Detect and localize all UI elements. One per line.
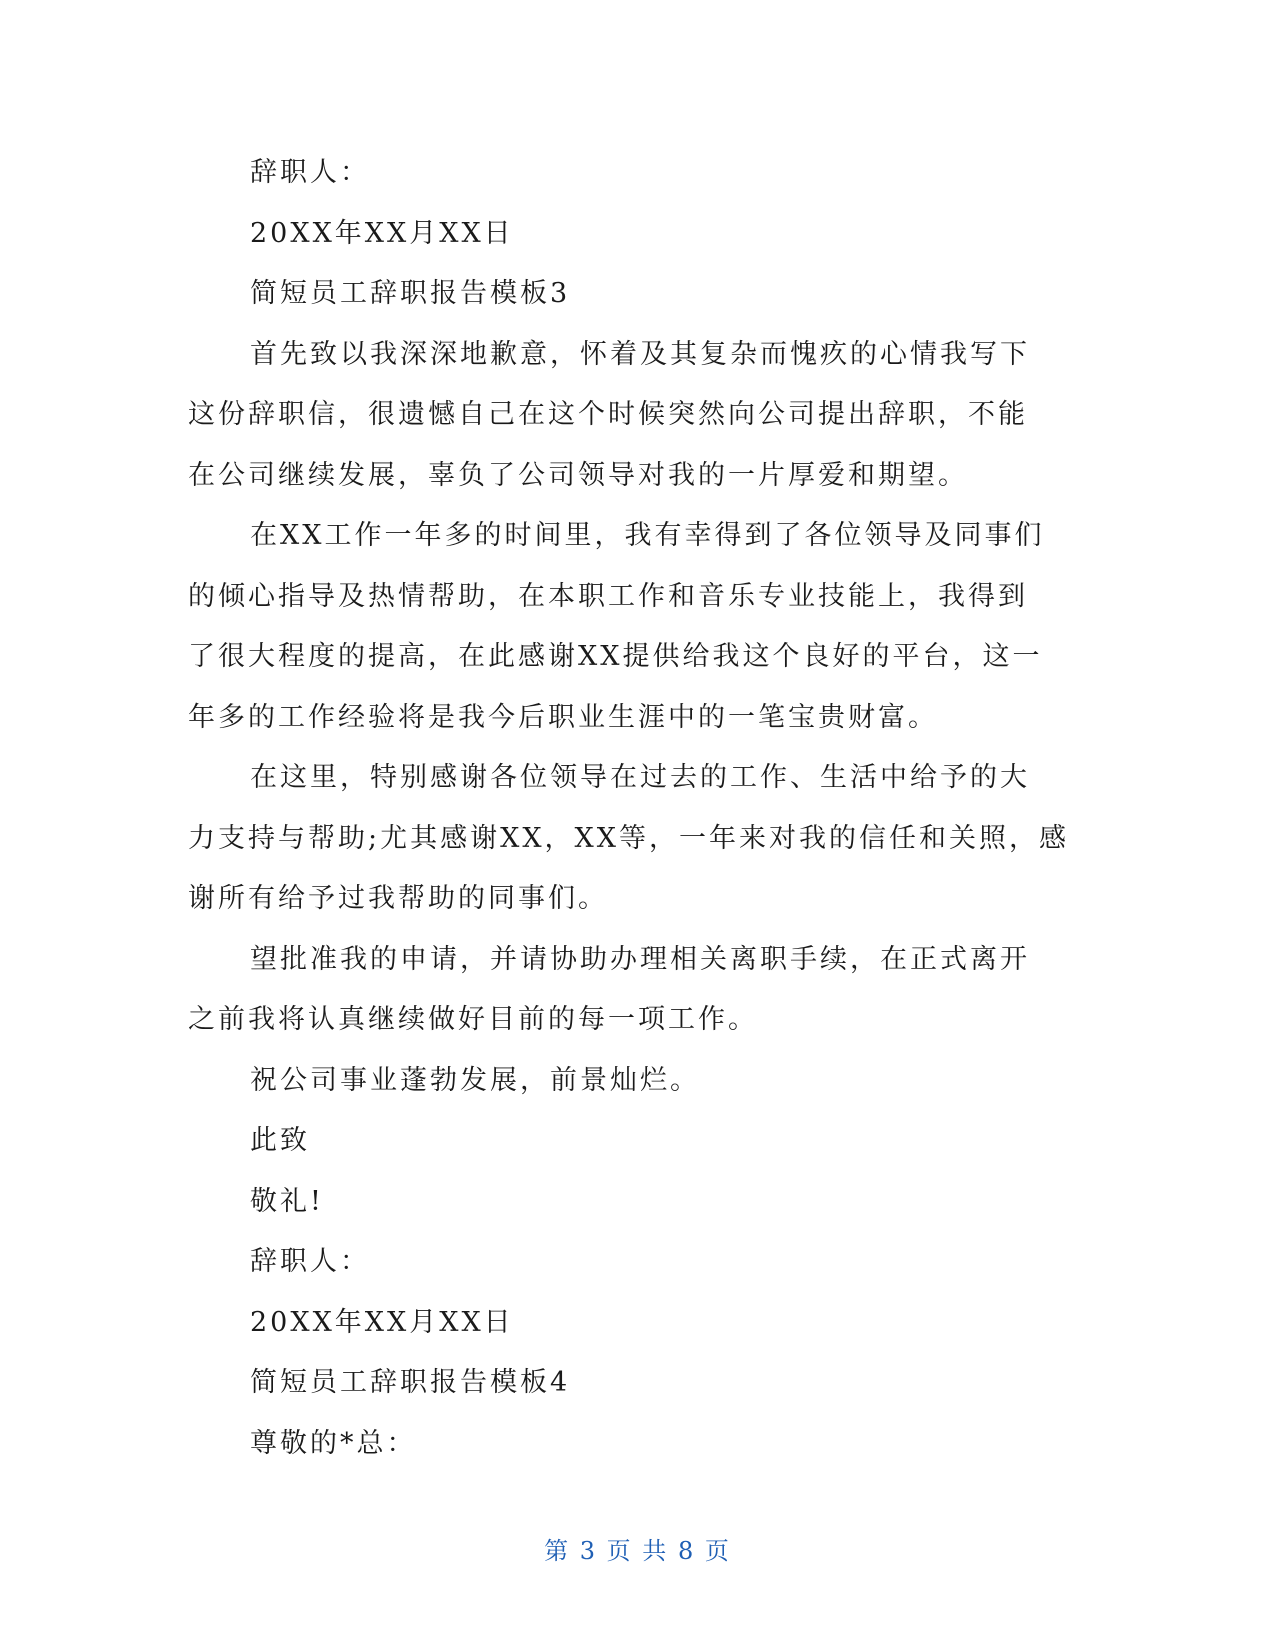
paragraph-line: 在XX工作一年多的时间里，我有幸得到了各位领导及同事们	[250, 520, 1045, 551]
addressee: 尊敬的*总：	[250, 1427, 417, 1459]
paragraph	[188, 930, 1068, 1051]
salutation: 此致	[250, 1125, 310, 1156]
paragraph-line: 之前我将认真继续做好目前的每一项工作。	[188, 1004, 758, 1035]
paragraph-line: 这份辞职信，很遗憾自己在这个时候突然向公司提出辞职，不能	[188, 399, 1028, 430]
paragraph-line: 年多的工作经验将是我今后职业生涯中的一笔宝贵财富。	[188, 701, 938, 733]
paragraph	[188, 748, 1068, 930]
paragraph-line: 在公司继续发展，辜负了公司领导对我的一片厚爱和期望。	[188, 459, 968, 491]
signer-label: 辞职人：	[250, 1246, 370, 1277]
date-line: 20XX年XX月XX日	[250, 1306, 514, 1338]
section-title: 简短员工辞职报告模板3	[250, 278, 571, 309]
paragraph-line: 在这里，特别感谢各位领导在过去的工作、生活中给予的大	[250, 762, 1030, 793]
paragraph-line: 了很大程度的提高，在此感谢XX提供给我这个良好的平台，这一	[188, 641, 1043, 672]
paragraph	[188, 506, 1068, 748]
paragraph-line: 望批准我的申请，并请协助办理相关离职手续，在正式离开	[250, 943, 1030, 975]
paragraph	[188, 325, 1068, 507]
paragraph-line: 首先致以我深深地歉意，怀着及其复杂而愧疚的心情我写下	[250, 338, 1030, 370]
page-number-footer: 第 3 页 共 8 页	[544, 1537, 731, 1565]
signer-label: 辞职人：	[250, 157, 370, 188]
date-line: 20XX年XX月XX日	[250, 217, 514, 249]
section-title: 简短员工辞职报告模板4	[250, 1367, 571, 1398]
paragraph-line: 谢所有给予过我帮助的同事们。	[188, 883, 608, 914]
paragraph-line: 的倾心指导及热情帮助，在本职工作和音乐专业技能上，我得到	[188, 580, 1028, 612]
closing-wish: 祝公司事业蓬勃发展，前景灿烂。	[250, 1064, 700, 1096]
document-body	[188, 143, 1068, 1474]
regards: 敬礼!	[250, 1185, 324, 1217]
paragraph-line: 力支持与帮助;尤其感谢XX，XX等，一年来对我的信任和关照，感	[188, 822, 1069, 854]
